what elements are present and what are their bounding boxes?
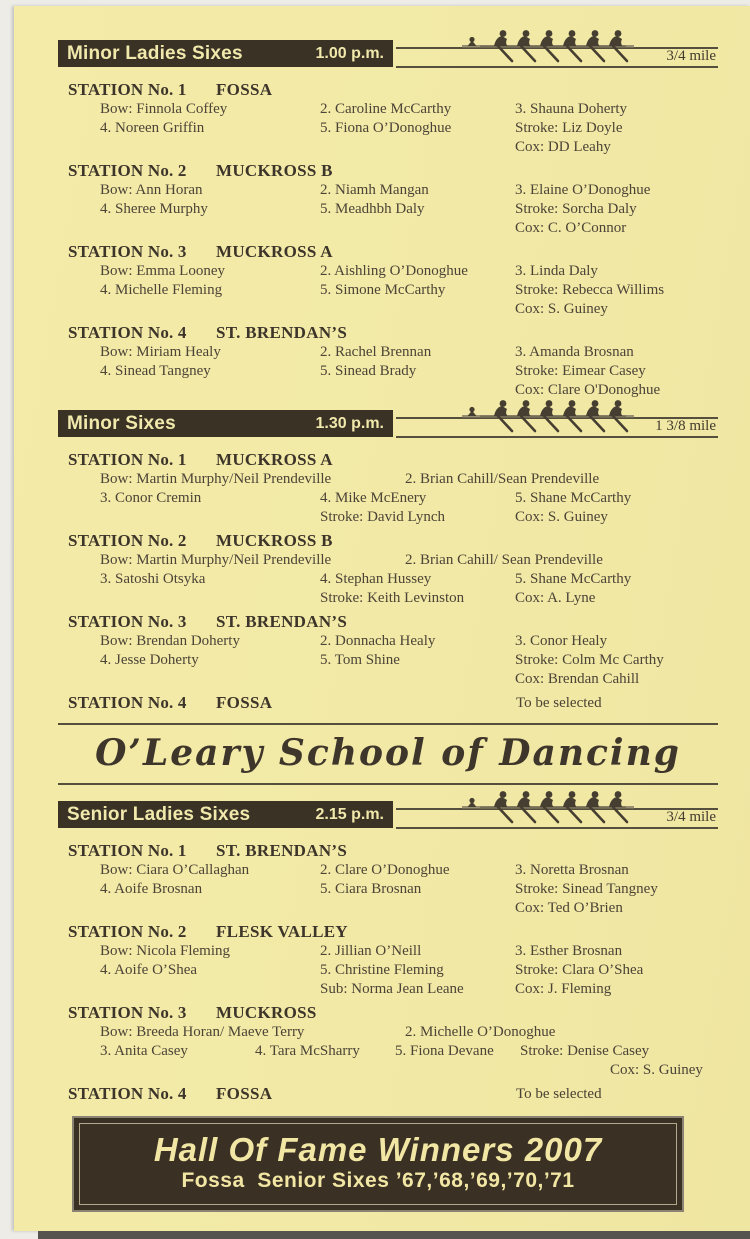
race-section-minor-ladies-sixes — [58, 40, 718, 400]
crew-member: 3. Shauna Doherty — [515, 101, 628, 117]
crew-row — [58, 262, 718, 281]
station-label: STATION No. 2 — [68, 531, 187, 550]
station-block — [58, 323, 718, 400]
crew-member — [100, 980, 320, 999]
station-heading — [58, 1084, 718, 1104]
station-label: STATION No. 1 — [68, 841, 187, 860]
crew-member: 5. Shane McCarthy — [515, 490, 632, 506]
crew-member: 3. Conor Healy — [515, 633, 608, 649]
crew-member: 5. Fiona Devane — [395, 1043, 494, 1059]
station-block — [58, 450, 718, 527]
crew-member: 3. Anita Casey — [100, 1043, 188, 1059]
crew-member: Bow: Ciara O’Callaghan — [100, 862, 250, 878]
crew-member — [100, 670, 320, 689]
crew-member: 5. Christine Fleming — [320, 962, 444, 978]
crew-row — [58, 880, 718, 899]
crew-row — [58, 942, 718, 961]
crew-row — [58, 551, 718, 570]
dancing-school-ad — [58, 723, 718, 785]
crew-member: Stroke: Rebecca Willims — [515, 282, 665, 298]
crew-member: 2. Brian Cahill/Sean Prendeville — [405, 471, 600, 487]
crew-member: 3. Noretta Brosnan — [515, 862, 629, 878]
station-block — [58, 693, 718, 713]
crew-row — [58, 961, 718, 980]
station-label: STATION No. 4 — [68, 693, 187, 712]
header-rule-bottom — [396, 66, 718, 68]
crew-member: 4. Aoife Brosnan — [100, 881, 203, 897]
station-note: To be selected — [516, 695, 602, 711]
station-block — [58, 1084, 718, 1104]
station-label: STATION No. 3 — [68, 1003, 187, 1022]
crew-member: Stroke: Keith Levinston — [320, 590, 465, 606]
crew-member: 4. Tara McSharry — [255, 1043, 360, 1059]
crew-member — [320, 219, 515, 238]
crew-member: Stroke: Colm Mc Carthy — [515, 652, 664, 668]
crew-member: Bow: Ann Horan — [100, 182, 203, 198]
crew-member: Bow: Finnola Coffey — [100, 101, 228, 117]
crew-member: 2. Rachel Brennan — [320, 344, 432, 360]
section-header — [58, 801, 718, 828]
station-label: STATION No. 3 — [68, 612, 187, 631]
station-block — [58, 531, 718, 608]
crew-member: Cox: S. Guiney — [515, 301, 608, 317]
program-page — [14, 6, 750, 1231]
crew-row — [58, 651, 718, 670]
station-heading — [58, 450, 718, 469]
section-title: Minor Sixes — [67, 412, 176, 434]
station-heading — [58, 242, 718, 261]
crew-row — [58, 470, 718, 489]
station-block — [58, 841, 718, 918]
section-title: Senior Ladies Sixes — [67, 803, 251, 825]
crew-member: Stroke: Sinead Tangney — [515, 881, 658, 897]
section-title: Minor Ladies Sixes — [67, 42, 243, 64]
station-block — [58, 80, 718, 157]
crew-row — [58, 362, 718, 381]
crew-member — [100, 508, 320, 527]
station-heading — [58, 612, 718, 631]
station-block — [58, 922, 718, 999]
crew-member: 5. Shane McCarthy — [515, 571, 632, 587]
crew-row — [58, 508, 718, 527]
crew-member: Cox: DD Leahy — [515, 139, 611, 155]
section-header-bar — [58, 801, 393, 828]
crew-member: Cox: Brendan Cahill — [515, 671, 640, 687]
crew-row — [58, 281, 718, 300]
crew-row — [58, 489, 718, 508]
crew-member: 3. Esther Brosnan — [515, 943, 623, 959]
crew-member: 3. Satoshi Otsyka — [100, 571, 206, 587]
station-club: MUCKROSS — [216, 1003, 317, 1022]
dancing-school-ad-text: O’Leary School of Dancing — [95, 732, 681, 774]
crew-row — [58, 219, 718, 238]
section-distance: 1 3/8 mile — [655, 418, 716, 434]
crew-row — [58, 980, 718, 999]
page-bottom-edge — [38, 1231, 750, 1239]
crew-member: 2. Caroline McCarthy — [320, 101, 452, 117]
crew-member: Cox: Clare O'Donoghue — [515, 382, 661, 398]
station-label: STATION No. 2 — [68, 161, 187, 180]
crew-member: Stroke: David Lynch — [320, 509, 445, 525]
rowing-crew-icon — [436, 26, 646, 66]
crew-member: 5. Ciara Brosnan — [320, 881, 422, 897]
crew-member: Bow: Brendan Doherty — [100, 633, 240, 649]
station-club: FOSSA — [216, 80, 273, 99]
crew-member: 2. Brian Cahill/ Sean Prendeville — [405, 552, 603, 568]
crew-row — [58, 670, 718, 689]
race-section-senior-ladies-sixes — [58, 801, 718, 1104]
station-club: MUCKROSS B — [216, 161, 333, 180]
crew-member: Bow: Breeda Horan/ Maeve Terry — [100, 1024, 305, 1040]
crew-member: Sub: Norma Jean Leane — [320, 981, 464, 997]
station-label: STATION No. 2 — [68, 922, 187, 941]
crew-member: Bow: Martin Murphy/Neil Prendeville — [100, 552, 332, 568]
crew-row — [58, 1023, 718, 1042]
crew-member: Cox: C. O’Connor — [515, 220, 627, 236]
crew-member: 3. Amanda Brosnan — [515, 344, 634, 360]
crew-member: 5. Sinead Brady — [320, 363, 417, 379]
crew-member — [100, 899, 320, 918]
crew-member: 2. Michelle O’Donoghue — [405, 1024, 556, 1040]
section-distance: 3/4 mile — [666, 809, 716, 825]
crew-member: 3. Conor Cremin — [100, 490, 202, 506]
crew-row — [58, 632, 718, 651]
crew-member: 4. Jesse Doherty — [100, 652, 199, 668]
crew-member: 4. Sinead Tangney — [100, 363, 211, 379]
crew-row — [58, 300, 718, 319]
section-header — [58, 410, 718, 437]
station-block — [58, 161, 718, 238]
crew-row — [58, 589, 718, 608]
crew-member: Cox: S. Guiney — [610, 1062, 703, 1078]
crew-row — [58, 1061, 718, 1080]
crew-row — [58, 119, 718, 138]
crew-member — [320, 300, 515, 319]
crew-member: Stroke: Liz Doyle — [515, 120, 623, 136]
crew-row — [58, 570, 718, 589]
crew-member: 5. Simone McCarthy — [320, 282, 446, 298]
crew-member: Bow: Martin Murphy/Neil Prendeville — [100, 471, 332, 487]
station-club: MUCKROSS B — [216, 531, 333, 550]
station-club: FOSSA — [216, 1084, 273, 1103]
station-label: STATION No. 4 — [68, 323, 187, 342]
race-section-minor-sixes — [58, 410, 718, 713]
station-heading — [58, 1003, 718, 1022]
crew-member: Stroke: Clara O’Shea — [515, 962, 644, 978]
section-header-bar — [58, 40, 393, 67]
hall-of-fame-title: Hall Of Fame Winners 2007 — [153, 1131, 603, 1168]
crew-member: 4. Aoife O’Shea — [100, 962, 198, 978]
crew-row — [58, 899, 718, 918]
crew-member — [100, 589, 320, 608]
station-block — [58, 612, 718, 689]
crew-member: 5. Tom Shine — [320, 652, 400, 668]
hall-of-fame-banner — [72, 1116, 684, 1212]
crew-member: 4. Stephan Hussey — [320, 571, 432, 587]
crew-member: Bow: Miriam Healy — [100, 344, 221, 360]
crew-member: Bow: Emma Looney — [100, 263, 225, 279]
station-heading — [58, 922, 718, 941]
crew-member: Bow: Nicola Fleming — [100, 943, 230, 959]
crew-member: 4. Noreen Griffin — [100, 120, 205, 136]
rowing-crew-icon — [436, 787, 646, 827]
crew-member: 2. Donnacha Healy — [320, 633, 436, 649]
crew-member: 3. Linda Daly — [515, 263, 598, 279]
crew-member: Cox: Ted O’Brien — [515, 900, 623, 916]
crew-member: Cox: A. Lyne — [515, 590, 596, 606]
station-club: ST. BRENDAN’S — [216, 612, 348, 631]
station-heading — [58, 841, 718, 860]
crew-member: Cox: S. Guiney — [515, 509, 608, 525]
crew-row — [58, 100, 718, 119]
station-label: STATION No. 4 — [68, 1084, 187, 1103]
station-club: FLESK VALLEY — [216, 922, 348, 941]
station-heading — [58, 161, 718, 180]
station-club: FOSSA — [216, 693, 273, 712]
station-heading — [58, 693, 718, 713]
station-label: STATION No. 1 — [68, 80, 187, 99]
station-heading — [58, 80, 718, 99]
crew-row — [58, 181, 718, 200]
station-note: To be selected — [516, 1086, 602, 1102]
crew-member — [320, 899, 515, 918]
section-distance: 3/4 mile — [666, 48, 716, 64]
page-content — [58, 40, 718, 1212]
crew-member: 2. Niamh Mangan — [320, 182, 429, 198]
crew-member — [100, 300, 320, 319]
crew-member: Cox: J. Fleming — [515, 981, 612, 997]
station-club: MUCKROSS A — [216, 450, 333, 469]
station-label: STATION No. 1 — [68, 450, 187, 469]
header-rule-bottom — [396, 436, 718, 438]
crew-row — [58, 200, 718, 219]
section-time: 1.30 p.m. — [315, 414, 384, 432]
crew-member — [100, 138, 320, 157]
crew-row — [58, 138, 718, 157]
crew-member: 5. Fiona O’Donoghue — [320, 120, 452, 136]
crew-member — [100, 381, 320, 400]
station-heading — [58, 323, 718, 342]
section-time: 1.00 p.m. — [315, 44, 384, 62]
crew-member — [100, 219, 320, 238]
crew-member: 5. Meadhbh Daly — [320, 201, 425, 217]
crew-member: 2. Clare O’Donoghue — [320, 862, 450, 878]
crew-member — [320, 138, 515, 157]
crew-member: 2. Aishling O’Donoghue — [320, 263, 468, 279]
hall-of-fame-banner-inner — [79, 1123, 677, 1205]
hall-of-fame-subtitle: Fossa Senior Sixes ’67,’68,’69,’70,’71 — [181, 1169, 575, 1192]
crew-member: 2. Jillian O’Neill — [320, 943, 422, 959]
crew-row — [58, 861, 718, 880]
crew-member: Stroke: Denise Casey — [520, 1043, 650, 1059]
section-time: 2.15 p.m. — [315, 805, 384, 823]
crew-member: 4. Michelle Fleming — [100, 282, 223, 298]
section-header — [58, 40, 718, 67]
station-heading — [58, 531, 718, 550]
crew-member: 4. Mike McEnery — [320, 490, 427, 506]
crew-member: Stroke: Eimear Casey — [515, 363, 646, 379]
rowing-crew-icon — [436, 396, 646, 436]
station-club: MUCKROSS A — [216, 242, 333, 261]
station-club: ST. BRENDAN’S — [216, 323, 348, 342]
station-club: ST. BRENDAN’S — [216, 841, 348, 860]
crew-member: 4. Sheree Murphy — [100, 201, 208, 217]
station-label: STATION No. 3 — [68, 242, 187, 261]
crew-member: 3. Elaine O’Donoghue — [515, 182, 651, 198]
header-rule-bottom — [396, 827, 718, 829]
station-block — [58, 242, 718, 319]
section-header-bar — [58, 410, 393, 437]
crew-row — [58, 343, 718, 362]
crew-row — [58, 1042, 718, 1061]
crew-member — [320, 670, 515, 689]
crew-member: Stroke: Sorcha Daly — [515, 201, 637, 217]
station-block — [58, 1003, 718, 1080]
